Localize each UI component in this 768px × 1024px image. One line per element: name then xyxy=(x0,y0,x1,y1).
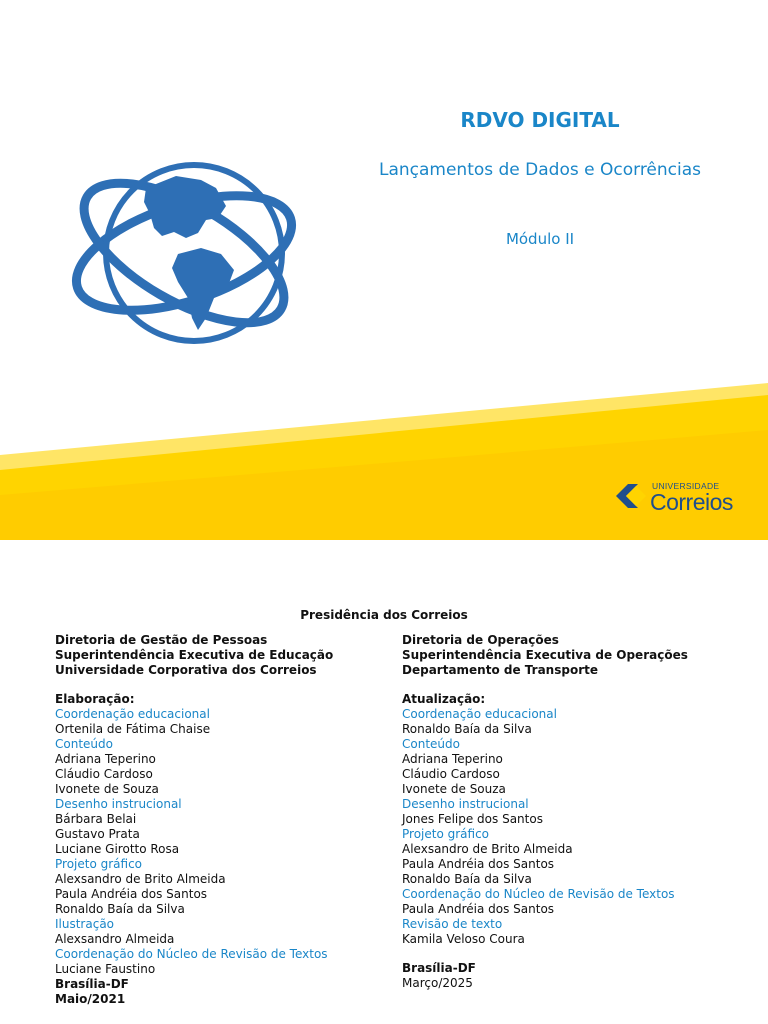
org-line: Superintendência Executiva de Educação xyxy=(55,648,334,662)
person-name: Ronaldo Baía da Silva xyxy=(402,872,532,886)
person-name: Ivonete de Souza xyxy=(402,782,506,796)
person-name: Luciane Faustino xyxy=(55,962,156,976)
role-label: Desenho instrucional xyxy=(55,797,182,811)
credits-right-column xyxy=(402,633,732,991)
person-name: Adriana Teperino xyxy=(55,752,156,766)
universidade-correios-logo xyxy=(612,478,742,518)
person-name: Paula Andréia dos Santos xyxy=(402,857,555,871)
person-name: Gustavo Prata xyxy=(55,827,140,841)
section-title: Atualização: xyxy=(402,692,486,706)
document-title: RDVO DIGITAL xyxy=(460,108,620,132)
person-name: Ronaldo Baía da Silva xyxy=(402,722,532,736)
date-line: Março/2025 xyxy=(402,976,473,990)
place-line: Brasília-DF xyxy=(402,961,476,975)
role-label: Coordenação do Núcleo de Revisão de Textos xyxy=(55,947,328,961)
document-subtitle: Lançamentos de Dados e Ocorrências xyxy=(378,160,702,180)
credits-left-column xyxy=(55,633,385,1007)
person-name: Alexsandro de Brito Almeida xyxy=(402,842,573,856)
logo-big-text: Correios xyxy=(650,489,733,515)
org-line: Diretoria de Operações xyxy=(402,633,559,647)
role-label: Conteúdo xyxy=(55,737,113,751)
person-name: Paula Andréia dos Santos xyxy=(55,887,208,901)
role-label: Revisão de texto xyxy=(402,917,503,931)
person-name: Alexsandro de Brito Almeida xyxy=(55,872,226,886)
person-name: Jones Felipe dos Santos xyxy=(402,812,543,826)
role-label: Coordenação do Núcleo de Revisão de Textos xyxy=(402,887,675,901)
globe-logo-icon xyxy=(66,158,302,348)
person-name: Bárbara Belai xyxy=(55,812,137,826)
role-label: Projeto gráfico xyxy=(402,827,490,841)
person-name: Kamila Veloso Coura xyxy=(402,932,525,946)
person-name: Ivonete de Souza xyxy=(55,782,159,796)
role-label: Coordenação educacional xyxy=(402,707,557,721)
person-name: Luciane Girotto Rosa xyxy=(55,842,180,856)
person-name: Ronaldo Baía da Silva xyxy=(55,902,185,916)
module-label: Módulo II xyxy=(505,230,575,248)
org-line: Superintendência Executiva de Operações xyxy=(402,648,688,662)
presidency-heading: Presidência dos Correios xyxy=(300,608,468,622)
logo-small-text: UNIVERSIDADE xyxy=(652,481,720,491)
role-label: Desenho instrucional xyxy=(402,797,529,811)
person-name: Cláudio Cardoso xyxy=(402,767,500,781)
role-label: Projeto gráfico xyxy=(55,857,143,871)
correios-logo-icon xyxy=(612,480,648,512)
person-name: Alexsandro Almeida xyxy=(55,932,175,946)
role-label: Coordenação educacional xyxy=(55,707,210,721)
person-name: Adriana Teperino xyxy=(402,752,503,766)
place-line: Brasília-DF xyxy=(55,977,129,991)
role-label: Conteúdo xyxy=(402,737,460,751)
role-label: Ilustração xyxy=(55,917,115,931)
org-line: Departamento de Transporte xyxy=(402,663,598,677)
date-line: Maio/2021 xyxy=(55,992,126,1006)
person-name: Paula Andréia dos Santos xyxy=(402,902,555,916)
person-name: Ortenila de Fátima Chaise xyxy=(55,722,211,736)
person-name: Cláudio Cardoso xyxy=(55,767,153,781)
org-line: Universidade Corporativa dos Correios xyxy=(55,663,317,677)
org-line: Diretoria de Gestão de Pessoas xyxy=(55,633,268,647)
section-title: Elaboração: xyxy=(55,692,135,706)
